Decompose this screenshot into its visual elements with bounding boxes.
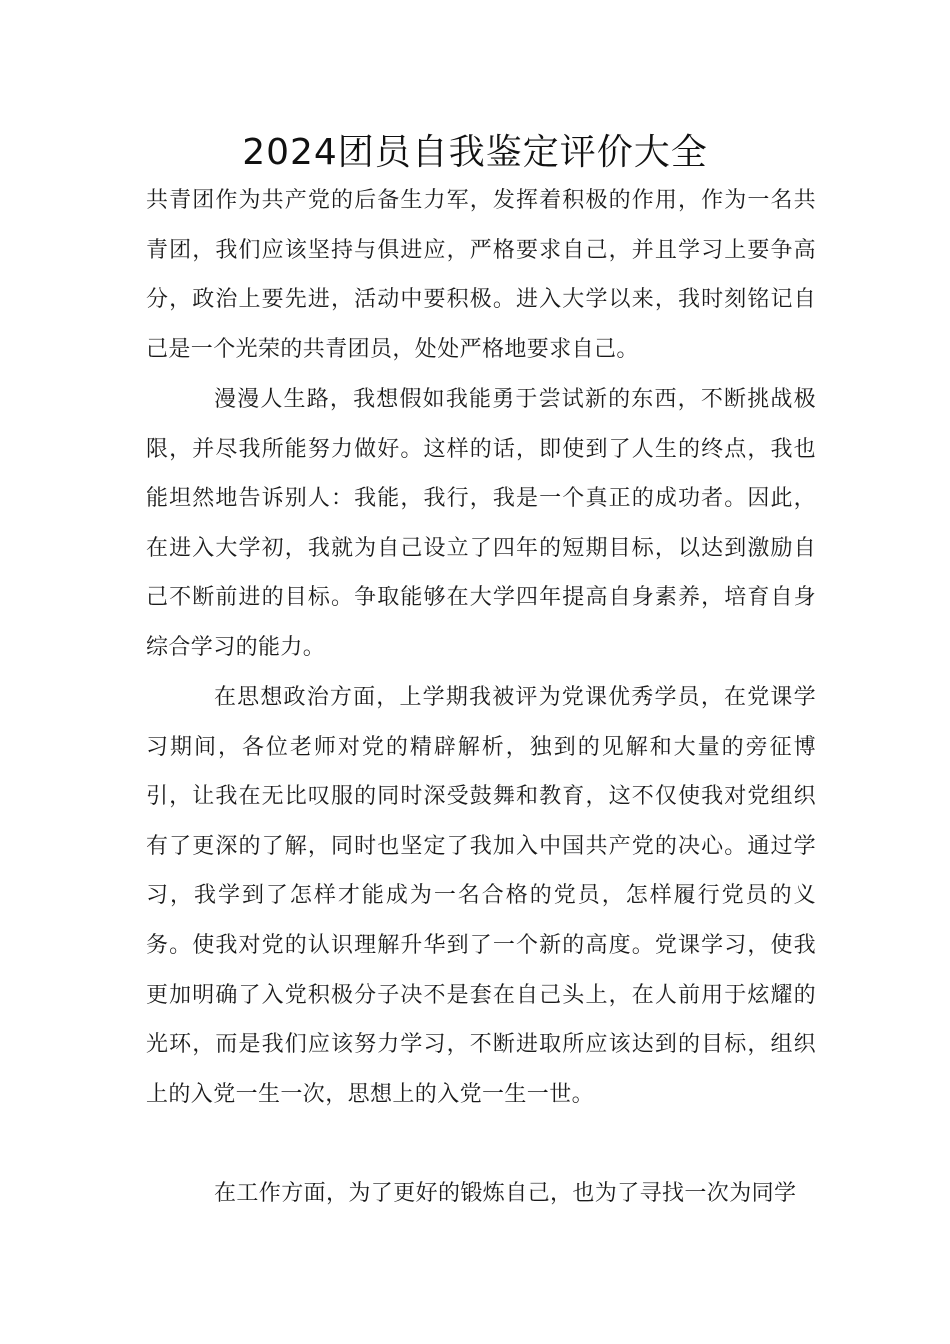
paragraph-work: 在工作方面，为了更好的锻炼自己，也为了寻找一次为同学	[214, 1181, 797, 1206]
paragraph-intro: 共青团作为共产党的后备生力军，发挥着积极的作用，作为一名共青团，我们应该坚持与俱进应，严格要求自己，并且学习上要争高分，政治上要先进，活动中要积极。进入大学以来，我时刻铭记自己是一个光荣的共青团员，处处严格地要求自己。	[146, 188, 816, 362]
paragraph-political-thought: 在思想政治方面，上学期我被评为党课优秀学员，在党课学习期间，各位老师对党的精辟解析，独到的见解和大量的旁征博引，让我在无比叹服的同时深受鼓舞和教育，这不仅使我对党组织有了更深的了解，同时也坚定了我加入中国共产党的决心。通过学习，我学到了怎样才能成为一名合格的党员，怎样履行党员的义务。使我对党的认识理解升华到了一个新的高度。党课学习，使我更加明确了入党积极分子决不是套在自己头上，在人前用于炫耀的光环，而是我们应该努力学习，不断进取所应该达到的目标，组织上的入党一生一次，思想上的入党一生一世。	[146, 685, 816, 1107]
document-title: 2024团员自我鉴定评价大全	[242, 132, 708, 173]
paragraph-life-goals: 漫漫人生路，我想假如我能勇于尝试新的东西，不断挑战极限，并尽我所能努力做好。这样的话，即使到了人生的终点，我也能坦然地告诉别人：我能，我行，我是一个真正的成功者。因此，在进入大学初，我就为自己设立了四年的短期目标，以达到激励自己不断前进的目标。争取能够在大学四年提高自身素养，培育自身综合学习的能力。	[146, 387, 816, 660]
